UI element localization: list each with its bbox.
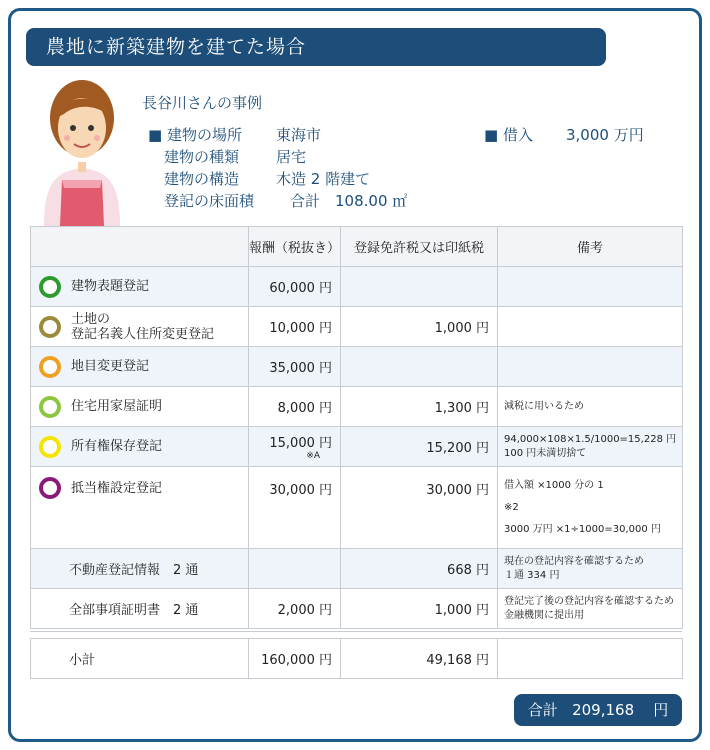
table-row <box>31 267 683 307</box>
status-ring-icon <box>39 356 61 378</box>
row-tax: 1,000 円 <box>341 589 498 629</box>
subtotal-fee: 160,000 円 <box>249 639 341 679</box>
status-ring-icon <box>39 436 61 458</box>
loan-value: 3,000 万円 <box>566 126 644 144</box>
status-ring-icon <box>39 316 61 338</box>
row-fee-value: 60,000 円 <box>269 281 332 296</box>
table-divider <box>30 631 682 632</box>
header-note: 備考 <box>498 227 683 267</box>
row-fee-value: 30,000 円 <box>269 483 332 498</box>
total-value: 209,168 <box>572 701 635 719</box>
subtotal-note <box>498 639 683 679</box>
row-label: 抵当権設定登記 <box>71 480 163 496</box>
type-label: 建物の種類 <box>164 148 240 166</box>
total-badge <box>514 694 682 726</box>
status-ring-icon <box>39 396 61 418</box>
row-item-cell <box>31 267 249 307</box>
row-fee-value: 8,000 円 <box>277 401 332 416</box>
row-label: 建物表題登記 <box>71 279 150 294</box>
row-fee <box>249 267 341 307</box>
row-tax: 30,000 円 <box>341 467 498 549</box>
row-fee <box>249 467 341 549</box>
row-fee <box>249 549 341 589</box>
header-item <box>31 227 249 267</box>
total-unit: 円 <box>653 701 669 719</box>
table-row <box>31 427 683 467</box>
fees-table <box>30 226 683 629</box>
loan-label: ■ 借入 <box>484 126 533 144</box>
row-note <box>498 307 683 347</box>
subtotal-tax: 49,168 円 <box>341 639 498 679</box>
row-label: 地目変更登記 <box>71 359 150 374</box>
table-row <box>31 307 683 347</box>
structure-label: 建物の構造 <box>164 170 240 188</box>
row-note <box>498 347 683 387</box>
avatar-woman-icon <box>34 76 130 226</box>
row-label: 所有権保存登記 <box>71 439 163 454</box>
header-tax: 登録免許税又は印紙税 <box>341 227 498 267</box>
subtotal-table <box>30 638 683 679</box>
row-note: 借入額 ×1000 分の 1 ※2 3000 万円 ×1÷1000=30,000 円 <box>498 467 683 549</box>
row-tax <box>341 347 498 387</box>
row-fee-value: 15,000 円 <box>269 436 332 451</box>
area-label: 登記の床面積 <box>164 192 255 210</box>
row-tax <box>341 267 498 307</box>
row-tax: 1,000 円 <box>341 307 498 347</box>
area-value: 合計 108.00 ㎡ <box>290 192 408 210</box>
row-fee-value: 10,000 円 <box>269 321 332 336</box>
table-row <box>31 467 683 549</box>
row-fee <box>249 307 341 347</box>
row-item-cell <box>31 307 249 347</box>
row-fee <box>249 589 341 629</box>
table-row <box>31 347 683 387</box>
header-fee: 報酬（税抜き） <box>249 227 341 267</box>
row-item-cell: 不動産登記情報 2 通 <box>31 549 249 589</box>
location-label: ■ 建物の場所 <box>148 126 242 144</box>
row-label: 住宅用家屋証明 <box>71 399 163 414</box>
row-item-cell <box>31 427 249 467</box>
type-value: 居宅 <box>276 148 307 166</box>
row-fee <box>249 427 341 467</box>
row-note: 減税に用いるため <box>498 387 683 427</box>
row-item-cell <box>31 347 249 387</box>
status-ring-icon <box>39 276 61 298</box>
row-fee <box>249 387 341 427</box>
structure-value: 木造 2 階建て <box>276 170 371 188</box>
row-tax: 15,200 円 <box>341 427 498 467</box>
total-label: 合計 <box>527 701 558 719</box>
row-note: 現在の登記内容を確認するため １通 334 円 <box>498 549 683 589</box>
row-label: 土地の 登記名義人住所変更登記 <box>71 311 215 342</box>
row-note <box>498 267 683 307</box>
row-fee <box>249 347 341 387</box>
row-fee-value: 35,000 円 <box>269 361 332 376</box>
row-item-cell <box>31 467 249 549</box>
subtotal-label: 小計 <box>31 639 249 679</box>
row-tax: 1,300 円 <box>341 387 498 427</box>
table-row <box>31 549 683 589</box>
case-title: 長谷川さんの事例 <box>142 94 263 112</box>
row-tax: 668 円 <box>341 549 498 589</box>
row-fee-footnote: ※A <box>306 451 320 461</box>
page-title: 農地に新築建物を建てた場合 <box>26 28 606 66</box>
table-row <box>31 589 683 629</box>
row-fee-value: 2,000 円 <box>277 603 332 618</box>
status-ring-icon <box>39 477 61 499</box>
row-item-cell: 全部事項証明書 2 通 <box>31 589 249 629</box>
location-value: 東海市 <box>276 126 322 144</box>
row-note: 94,000×108×1.5/1000=15,228 円 100 円未満切捨て <box>498 427 683 467</box>
row-item-cell <box>31 387 249 427</box>
row-note: 登記完了後の登記内容を確認するため 金融機関に提出用 <box>498 589 683 629</box>
table-row <box>31 387 683 427</box>
